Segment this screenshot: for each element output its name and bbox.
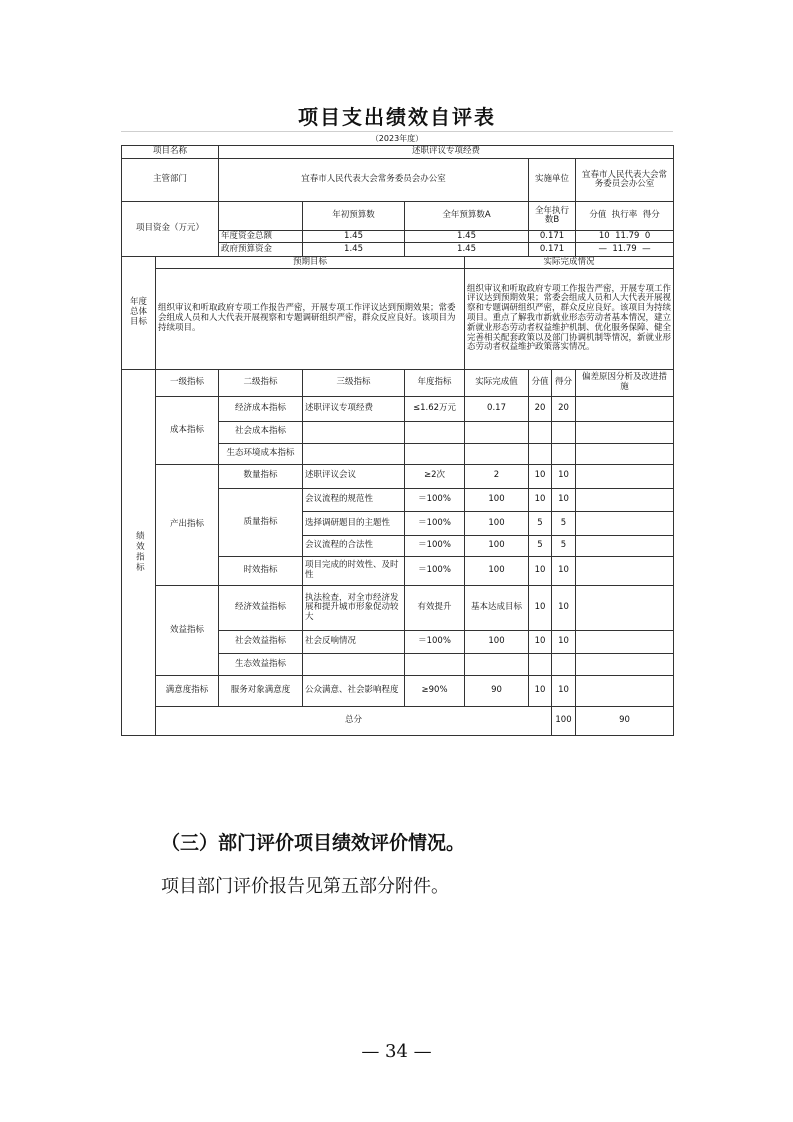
weight-cell bbox=[529, 443, 552, 465]
lvl3-cell bbox=[303, 653, 405, 676]
goal-label-text: 年度总体目标 bbox=[129, 297, 147, 327]
annual-cell: ≥90% bbox=[405, 676, 465, 707]
perf-header-row bbox=[122, 369, 674, 397]
reason-cell bbox=[576, 586, 674, 631]
lvl2-cell: 服务对象满意度 bbox=[219, 676, 303, 707]
funds-header-score: 得分 bbox=[642, 210, 660, 221]
reason-cell bbox=[576, 631, 674, 654]
total-weight: 100 bbox=[552, 707, 576, 736]
indicator-row bbox=[122, 397, 674, 422]
reason-cell bbox=[576, 397, 674, 422]
funds-row-executed: 0.171 bbox=[529, 243, 576, 256]
funds-row-weight: — bbox=[598, 243, 607, 254]
weight-cell: 10 bbox=[529, 465, 552, 489]
lvl3-cell bbox=[303, 421, 405, 443]
weight-cell: 10 bbox=[529, 631, 552, 654]
lvl3-cell: 公众满意、社会影响程度 bbox=[303, 676, 405, 707]
department-row bbox=[122, 159, 674, 202]
perf-header-actual: 实际完成值 bbox=[465, 369, 529, 397]
funds-row-full-year: 1.45 bbox=[405, 243, 529, 256]
score-cell: 10 bbox=[552, 557, 576, 586]
lvl1-satisfaction: 满意度指标 bbox=[156, 676, 219, 707]
department-value: 宜春市人民代表大会常务委员会办公室 bbox=[219, 159, 529, 202]
indicator-row bbox=[122, 465, 674, 489]
annual-cell: ＝100% bbox=[405, 512, 465, 536]
department-label: 主管部门 bbox=[122, 159, 219, 202]
lvl3-cell: 述职评议会议 bbox=[303, 465, 405, 489]
funds-label: 项目资金（万元） bbox=[122, 202, 219, 256]
lvl2-cell: 时效指标 bbox=[219, 557, 303, 586]
funds-header-row bbox=[122, 202, 674, 231]
actual-cell bbox=[465, 653, 529, 676]
actual-cell: 100 bbox=[465, 535, 529, 557]
funds-row-exec-rate: 11.79 bbox=[615, 230, 640, 241]
total-score: 90 bbox=[576, 707, 674, 736]
actual-cell: 100 bbox=[465, 512, 529, 536]
weight-cell: 10 bbox=[529, 557, 552, 586]
weight-cell bbox=[529, 653, 552, 676]
perf-header-score: 得分 bbox=[552, 369, 576, 397]
actual-cell: 90 bbox=[465, 676, 529, 707]
funds-row-weight: 10 bbox=[598, 230, 610, 241]
section-text: 项目部门评价报告见第五部分附件。 bbox=[161, 876, 449, 897]
impl-unit-label: 实施单位 bbox=[529, 159, 576, 202]
lvl2-cell: 生态效益指标 bbox=[219, 653, 303, 676]
annual-cell: ≤1.62万元 bbox=[405, 397, 465, 422]
lvl3-cell: 会议流程的合法性 bbox=[303, 535, 405, 557]
goal-actual-text: 组织审议和听取政府专项工作报告严密，开展专项工作评议达到预期效果；常委会组成人员和人大代表开展视察和专题调研组织严密，群众反应良好。该项目为持续项目。重点了解我市新就业形态劳动者基本情况，建立新就业形态劳动者权益维护机制、优化服务保障、健全完善相关配套政策以及部门协调机制等情况，新就业形态劳动者权益维护政策落实情况。 bbox=[465, 269, 674, 370]
perf-header-lvl2: 二级指标 bbox=[219, 369, 303, 397]
indicator-row bbox=[122, 676, 674, 707]
score-cell: 5 bbox=[552, 512, 576, 536]
reason-cell bbox=[576, 488, 674, 512]
lvl2-cell: 社会效益指标 bbox=[219, 631, 303, 654]
lvl2-cell: 质量指标 bbox=[219, 488, 303, 557]
lvl3-cell: 述职评议专项经费 bbox=[303, 397, 405, 422]
goal-expected-header: 预期目标 bbox=[156, 256, 465, 268]
total-row bbox=[122, 707, 674, 736]
section-heading: （三）部门评价项目绩效评价情况。 bbox=[161, 832, 466, 854]
weight-cell: 5 bbox=[529, 535, 552, 557]
funds-header-blank bbox=[219, 202, 303, 231]
page-number: — 34 — bbox=[361, 1041, 432, 1062]
funds-row-executed: 0.171 bbox=[529, 231, 576, 243]
goal-expected-text: 组织审议和听取政府专项工作报告严密，开展专项工作评议达到预期效果；常委会组成人员和人大代表开展视察和专题调研组织严密，群众反应良好。该项目为持续项目。 bbox=[156, 269, 465, 370]
lvl3-cell: 选择调研题目的主题性 bbox=[303, 512, 405, 536]
actual-cell bbox=[465, 421, 529, 443]
lvl2-cell: 数量指标 bbox=[219, 465, 303, 489]
funds-row-initial: 1.45 bbox=[303, 231, 405, 243]
perf-label-text: 绩效指标 bbox=[134, 531, 145, 574]
score-cell: 20 bbox=[552, 397, 576, 422]
actual-cell: 100 bbox=[465, 488, 529, 512]
form-title: 项目支出绩效自评表 bbox=[121, 99, 673, 132]
indicator-row bbox=[122, 586, 674, 631]
lvl1-cost: 成本指标 bbox=[156, 397, 219, 465]
funds-header-exec-rate: 执行率 bbox=[611, 210, 638, 221]
funds-header-weight: 分值 bbox=[589, 210, 607, 221]
lvl1-benefit: 效益指标 bbox=[156, 586, 219, 676]
funds-row-exec-rate: 11.79 bbox=[612, 243, 637, 254]
annual-cell bbox=[405, 653, 465, 676]
funds-row-label: 政府预算资金 bbox=[219, 243, 303, 256]
project-name-value: 述职评议专项经费 bbox=[219, 146, 674, 159]
reason-cell bbox=[576, 512, 674, 536]
goal-header-row bbox=[122, 256, 674, 268]
performance-sheet bbox=[121, 99, 673, 736]
score-cell bbox=[552, 421, 576, 443]
perf-header-lvl1: 一级指标 bbox=[156, 369, 219, 397]
funds-row-score: 0 bbox=[644, 230, 651, 241]
annual-cell: ＝100% bbox=[405, 535, 465, 557]
actual-cell: 0.17 bbox=[465, 397, 529, 422]
lvl2-cell: 经济成本指标 bbox=[219, 397, 303, 422]
reason-cell bbox=[576, 421, 674, 443]
funds-row-label: 年度资金总额 bbox=[219, 231, 303, 243]
annual-cell bbox=[405, 443, 465, 465]
funds-header-initial: 年初预算数 bbox=[303, 202, 405, 231]
lvl3-cell: 项目完成的时效性、及时性 bbox=[303, 557, 405, 586]
score-cell: 5 bbox=[552, 535, 576, 557]
lvl3-cell: 社会反响情况 bbox=[303, 631, 405, 654]
funds-row-score: — bbox=[642, 243, 651, 254]
perf-header-annual: 年度指标 bbox=[405, 369, 465, 397]
score-cell: 10 bbox=[552, 586, 576, 631]
goal-actual-header: 实际完成情况 bbox=[465, 256, 674, 268]
actual-cell: 基本达成目标 bbox=[465, 586, 529, 631]
actual-cell bbox=[465, 443, 529, 465]
weight-cell: 20 bbox=[529, 397, 552, 422]
reason-cell bbox=[576, 535, 674, 557]
reason-cell bbox=[576, 557, 674, 586]
perf-label bbox=[122, 369, 156, 735]
lvl2-cell: 经济效益指标 bbox=[219, 586, 303, 631]
funds-row-full-year: 1.45 bbox=[405, 231, 529, 243]
funds-row-initial: 1.45 bbox=[303, 243, 405, 256]
project-name-row bbox=[122, 146, 674, 159]
reason-cell bbox=[576, 676, 674, 707]
total-label: 总分 bbox=[156, 707, 552, 736]
score-cell: 10 bbox=[552, 631, 576, 654]
score-cell: 10 bbox=[552, 488, 576, 512]
reason-cell bbox=[576, 653, 674, 676]
actual-cell: 100 bbox=[465, 557, 529, 586]
form-year: （2023年度） bbox=[370, 133, 424, 143]
funds-row-misc bbox=[576, 231, 674, 243]
score-cell: 10 bbox=[552, 465, 576, 489]
actual-cell: 100 bbox=[465, 631, 529, 654]
lvl2-cell: 社会成本指标 bbox=[219, 421, 303, 443]
project-name-label: 项目名称 bbox=[122, 146, 219, 159]
lvl3-cell: 会议流程的规范性 bbox=[303, 488, 405, 512]
annual-cell: ＝100% bbox=[405, 557, 465, 586]
perf-header-reason: 偏差原因分析及改进措施 bbox=[576, 369, 674, 397]
annual-cell bbox=[405, 421, 465, 443]
weight-cell: 10 bbox=[529, 586, 552, 631]
annual-cell: ＝100% bbox=[405, 488, 465, 512]
annual-cell: ＝100% bbox=[405, 631, 465, 654]
score-cell bbox=[552, 653, 576, 676]
impl-unit-value: 宜春市人民代表大会常务委员会办公室 bbox=[576, 159, 674, 202]
weight-cell bbox=[529, 421, 552, 443]
weight-cell: 5 bbox=[529, 512, 552, 536]
score-cell bbox=[552, 443, 576, 465]
lvl3-cell bbox=[303, 443, 405, 465]
funds-header-full-year: 全年预算数A bbox=[405, 202, 529, 231]
annual-cell: ≥2次 bbox=[405, 465, 465, 489]
annual-cell: 有效提升 bbox=[405, 586, 465, 631]
lvl2-cell: 生态环境成本指标 bbox=[219, 443, 303, 465]
lvl1-output: 产出指标 bbox=[156, 465, 219, 586]
reason-cell bbox=[576, 443, 674, 465]
perf-header-weight: 分值 bbox=[529, 369, 552, 397]
goal-label bbox=[122, 256, 156, 369]
actual-cell: 2 bbox=[465, 465, 529, 489]
evaluation-table bbox=[121, 145, 674, 736]
perf-header-lvl3: 三级指标 bbox=[303, 369, 405, 397]
funds-header-misc bbox=[576, 202, 674, 231]
lvl3-cell: 执法检查，对全市经济发展和提升城市形象促动较大 bbox=[303, 586, 405, 631]
weight-cell: 10 bbox=[529, 676, 552, 707]
reason-cell bbox=[576, 465, 674, 489]
funds-row-misc bbox=[576, 243, 674, 256]
goal-content-row bbox=[122, 269, 674, 370]
funds-header-executed: 全年执行数B bbox=[529, 202, 576, 231]
score-cell: 10 bbox=[552, 676, 576, 707]
weight-cell: 10 bbox=[529, 488, 552, 512]
